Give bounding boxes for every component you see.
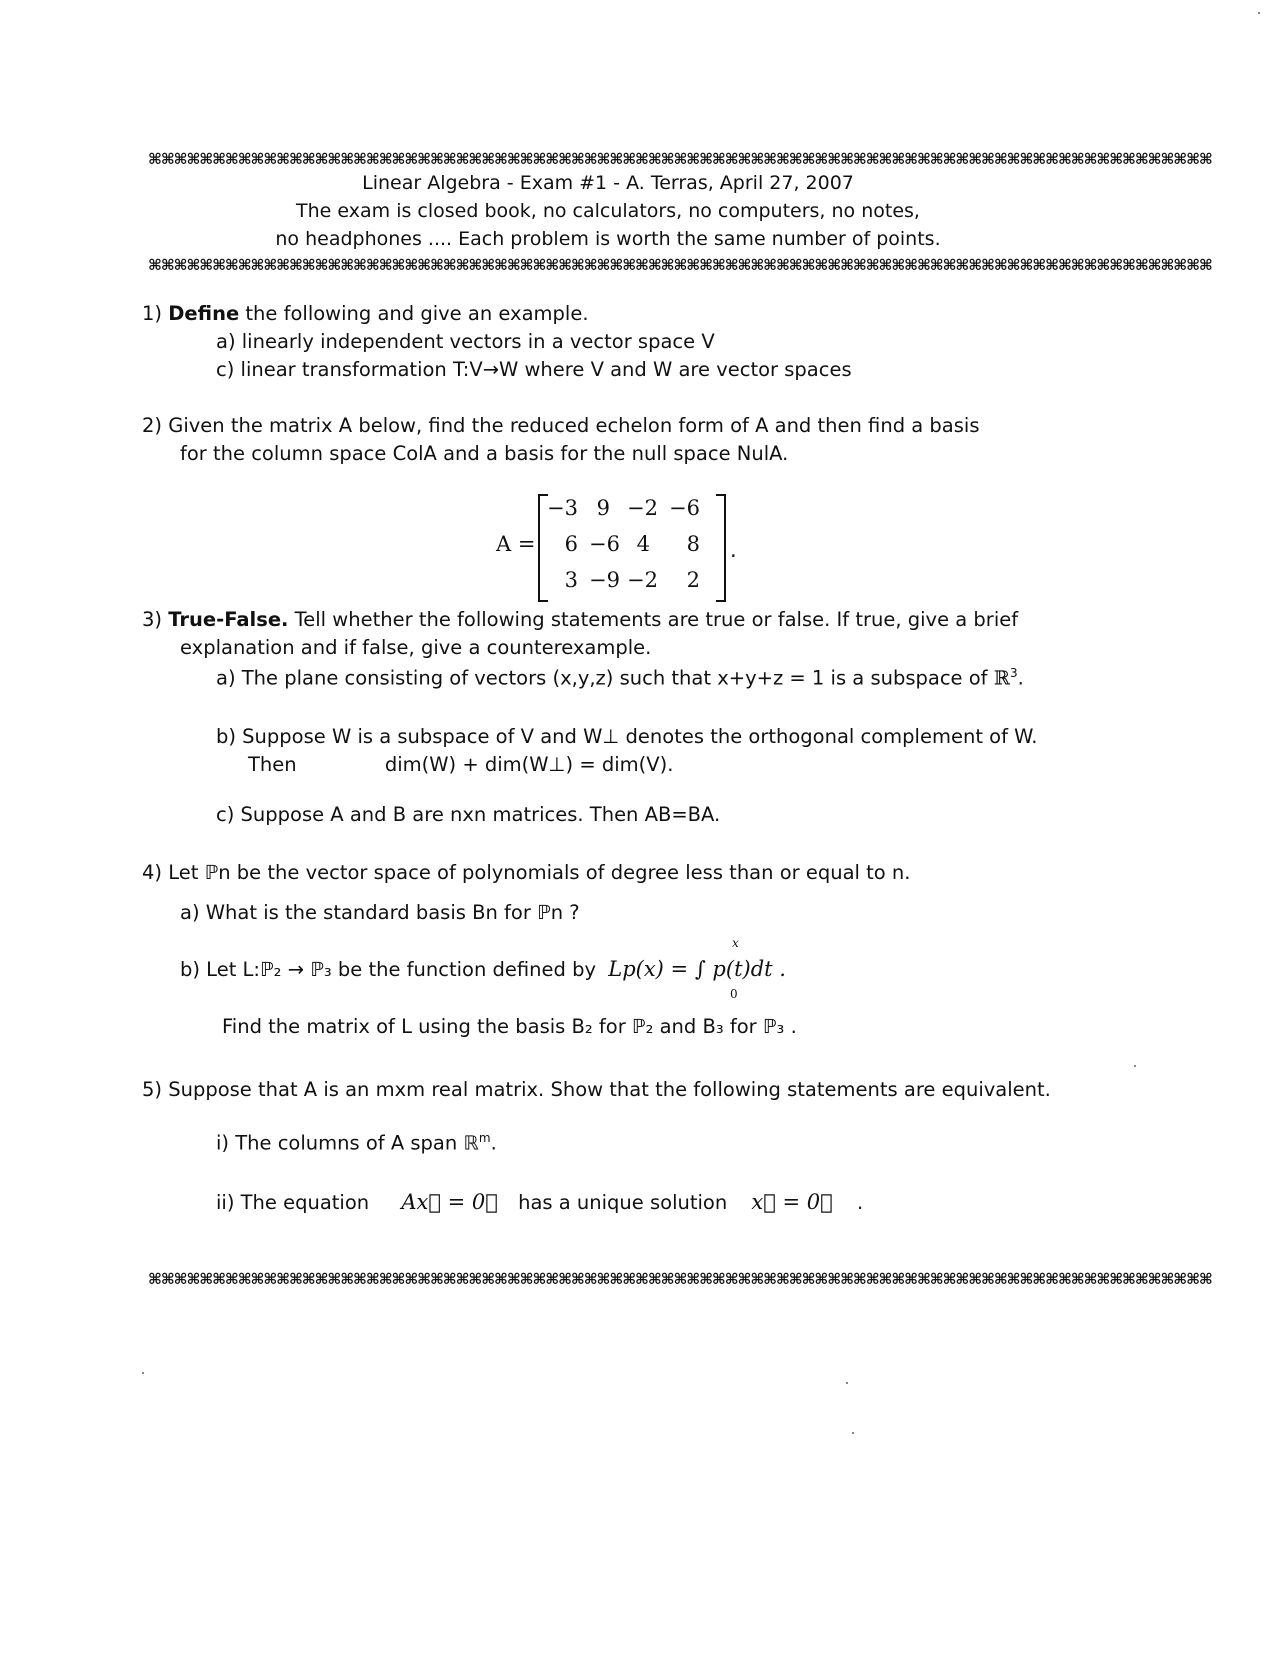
exam-rules-line2: no headphones .... Each problem is worth the same number of points. <box>275 228 941 250</box>
matrix-cell: −9 <box>589 568 620 592</box>
exam-rules-line1: The exam is closed book, no calculators, no computers, no notes, <box>296 200 920 222</box>
question-3a <box>216 666 1024 690</box>
question-3-line1 <box>142 608 1018 631</box>
question-3c: c) Suppose A and B are nxn matrices. Then AB=BA. <box>216 803 721 826</box>
matrix-cell: 4 <box>636 532 650 556</box>
exam-title: Linear Algebra - Exam #1 - A. Terras, April 27, 2007 <box>362 172 854 194</box>
question-3-number: 3) <box>142 608 163 631</box>
question-3a-text: a) The plane consisting of vectors (x,y,z) such that x+y+z = 1 is a subspace of <box>216 666 994 690</box>
question-4a: a) What is the standard basis Bn for ℙn ? <box>180 901 580 924</box>
matrix-cell: 8 <box>686 532 700 556</box>
question-5ii-mid: has a unique solution <box>518 1191 728 1214</box>
question-3b-line2 <box>248 753 673 776</box>
question-4b-text: b) Let L:ℙ₂ → ℙ₃ be the function defined by <box>180 958 597 981</box>
period: . <box>856 1191 864 1214</box>
matrix-cell: −3 <box>547 496 578 520</box>
matrix-cell: −6 <box>589 532 620 556</box>
matrix-cell: −2 <box>627 568 658 592</box>
matrix-period: . <box>730 538 737 562</box>
question-3-line2: explanation and if false, give a counterexample. <box>180 636 652 659</box>
exponent: m <box>478 1131 491 1145</box>
bottom-divider: ⌘⌘⌘⌘⌘⌘⌘⌘⌘⌘⌘⌘⌘⌘⌘⌘⌘⌘⌘⌘⌘⌘⌘⌘⌘⌘⌘⌘⌘⌘⌘⌘⌘⌘⌘⌘⌘⌘⌘⌘⌘⌘⌘⌘⌘⌘⌘⌘⌘⌘⌘⌘⌘⌘⌘⌘⌘⌘⌘⌘⌘⌘⌘⌘⌘⌘⌘⌘⌘⌘⌘⌘⌘⌘⌘⌘⌘⌘⌘⌘⌘⌘⌘ <box>148 1270 1212 1288</box>
question-1-text: the following and give an example. <box>239 302 589 325</box>
header-bottom-divider: ⌘⌘⌘⌘⌘⌘⌘⌘⌘⌘⌘⌘⌘⌘⌘⌘⌘⌘⌘⌘⌘⌘⌘⌘⌘⌘⌘⌘⌘⌘⌘⌘⌘⌘⌘⌘⌘⌘⌘⌘⌘⌘⌘⌘⌘⌘⌘⌘⌘⌘⌘⌘⌘⌘⌘⌘⌘⌘⌘⌘⌘⌘⌘⌘⌘⌘⌘⌘⌘⌘⌘⌘⌘⌘⌘⌘⌘⌘⌘⌘⌘⌘⌘ <box>148 256 1212 274</box>
question-3b-equation: dim(W) + dim(W⊥) = dim(V). <box>384 753 674 776</box>
question-4b-find: Find the matrix of L using the basis B₂ for ℙ₂ and B₃ for ℙ₃ . <box>222 1015 797 1038</box>
question-2-line2: for the column space ColA and a basis for the null space NulA. <box>180 442 789 465</box>
question-4b <box>180 957 786 981</box>
scan-speck <box>1258 12 1260 14</box>
question-1c: c) linear transformation T:V→W where V and W are vector spaces <box>216 358 852 381</box>
period: . <box>1017 666 1024 690</box>
question-2-line1: 2) Given the matrix A below, find the reduced echelon form of A and then find a basis <box>142 414 980 437</box>
reals-symbol: ℝ <box>993 666 1010 690</box>
question-3-text: Tell whether the following statements are true or false. If true, give a brief <box>288 608 1019 631</box>
question-1a: a) linearly independent vectors in a vector space V <box>216 330 715 353</box>
matrix-a <box>496 494 737 600</box>
matrix-right-bracket <box>716 494 726 602</box>
scan-speck <box>1134 1065 1136 1067</box>
matrix-cell: 9 <box>596 496 610 520</box>
question-4-line1: 4) Let ℙn be the vector space of polynomials of degree less than or equal to n. <box>142 861 911 884</box>
exponent: 3 <box>1009 666 1018 680</box>
question-1 <box>142 302 589 325</box>
scan-speck <box>852 1432 854 1434</box>
question-3-keyword: True-False. <box>168 608 289 631</box>
scan-speck <box>846 1382 848 1384</box>
matrix-cell: −6 <box>669 496 700 520</box>
matrix-cell: 3 <box>564 568 578 592</box>
matrix-cell: −2 <box>627 496 658 520</box>
question-3b-line1: b) Suppose W is a subspace of V and W⊥ denotes the orthogonal complement of W. <box>216 725 1038 748</box>
question-5-line1: 5) Suppose that A is an mxm real matrix. Show that the following statements are equivalent. <box>142 1078 1051 1101</box>
integral-formula: Lp(x) = ∫ p(t)dt . <box>608 957 786 981</box>
integral-upper-limit: x <box>732 936 739 950</box>
question-1-keyword: Define <box>168 302 240 325</box>
question-5i-text: i) The columns of A span ℝ <box>216 1131 479 1155</box>
scan-speck <box>142 1372 144 1374</box>
matrix-label: A = <box>496 532 536 556</box>
period: . <box>490 1131 497 1155</box>
top-divider: ⌘⌘⌘⌘⌘⌘⌘⌘⌘⌘⌘⌘⌘⌘⌘⌘⌘⌘⌘⌘⌘⌘⌘⌘⌘⌘⌘⌘⌘⌘⌘⌘⌘⌘⌘⌘⌘⌘⌘⌘⌘⌘⌘⌘⌘⌘⌘⌘⌘⌘⌘⌘⌘⌘⌘⌘⌘⌘⌘⌘⌘⌘⌘⌘⌘⌘⌘⌘⌘⌘⌘⌘⌘⌘⌘⌘⌘⌘⌘⌘⌘⌘⌘ <box>148 150 1212 168</box>
question-5ii-text: ii) The equation <box>216 1191 370 1214</box>
matrix-cell: 6 <box>564 532 578 556</box>
equation-ax-zero: Ax⃗ = 0⃗ <box>401 1190 498 1214</box>
question-5ii <box>216 1190 863 1214</box>
question-5i <box>216 1131 497 1155</box>
integral-lower-limit: 0 <box>730 987 738 1001</box>
equation-x-zero: x⃗ = 0⃗ <box>751 1190 833 1214</box>
question-3b-then: Then <box>248 753 297 776</box>
matrix-cell: 2 <box>686 568 700 592</box>
question-1-number: 1) <box>142 302 163 325</box>
